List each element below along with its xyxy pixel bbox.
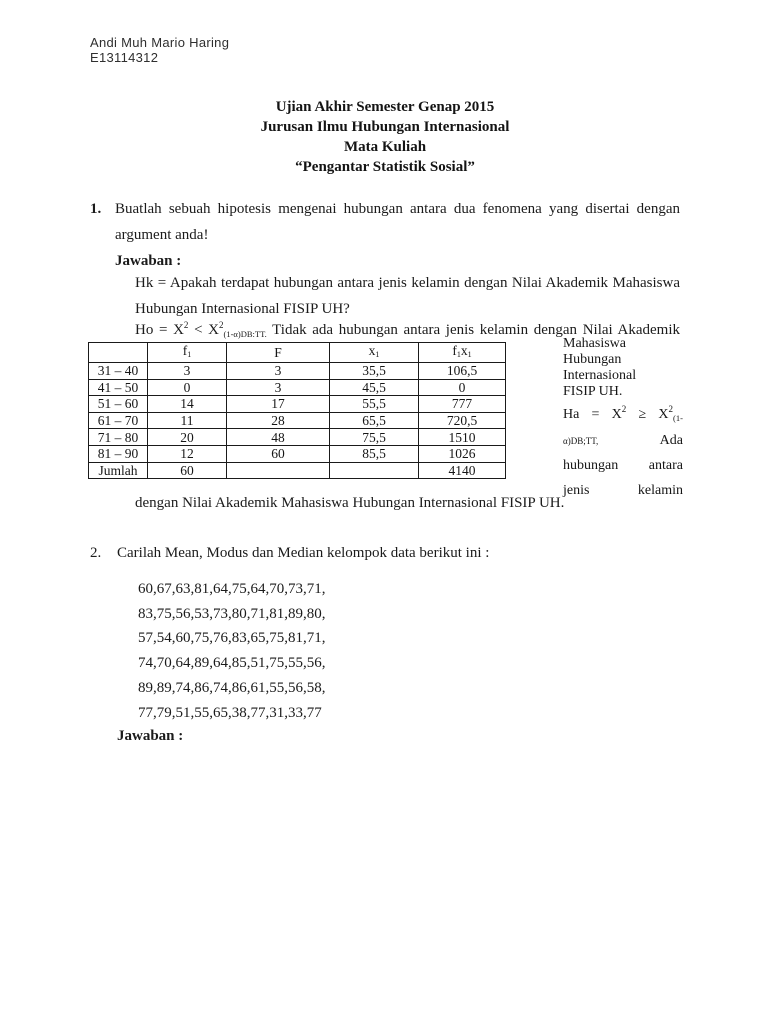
title-line-4: “Pengantar Statistik Sosial”: [295, 159, 475, 175]
ho-lead: Ho = X: [135, 322, 184, 338]
cell-fixi: 106,5: [419, 363, 506, 380]
total-F: [227, 462, 330, 479]
class-interval: 31 – 40: [89, 363, 148, 380]
side-cont-line: FISIP UH.: [563, 384, 623, 399]
ha-formula-line-2: α)DB;TT, Ada: [563, 433, 683, 448]
chi-square-exponent: 2: [668, 404, 674, 414]
chi-square-subscript-cont: α)DB;TT,: [563, 436, 599, 446]
ha-text-line-4: jenis kelamin: [563, 483, 683, 498]
data-line: 74,70,64,89,64,85,51,75,55,56,: [138, 655, 326, 672]
frequency-table: [88, 342, 506, 479]
question-2-text: Carilah Mean, Modus dan Median kelompok data berikut ini :: [117, 545, 490, 561]
cell-xi: 45,5: [330, 379, 419, 396]
chi-square-exponent: 2: [183, 320, 189, 330]
exam-title: [90, 97, 680, 177]
table-row: [89, 445, 506, 462]
cell-fi: 12: [148, 445, 227, 462]
data-line: 60,67,63,81,64,75,64,70,73,71,: [138, 581, 326, 597]
ho-mid: < X: [188, 322, 220, 338]
cell-fi: 3: [148, 363, 227, 380]
table-header-fixi: $f_1x_1$: [419, 343, 506, 363]
table-row: [89, 429, 506, 446]
total-fixi: 4140: [419, 462, 506, 479]
cell-fi: 14: [148, 396, 227, 413]
question-2-number: 2.: [90, 545, 102, 561]
hk-line-2: Hubungan Internasional FISIP UH?: [135, 301, 350, 317]
cell-F: 3: [227, 379, 330, 396]
table-row: [89, 396, 506, 413]
data-line: 57,54,60,75,76,83,65,75,81,71,: [138, 630, 326, 647]
title-line-1: Ujian Akhir Semester Genap 2015: [275, 99, 495, 115]
data-line: 89,89,74,86,74,86,61,55,56,58,: [138, 679, 326, 696]
student-id: E13114312: [90, 50, 159, 65]
question-1-body: [115, 196, 680, 274]
ha-formula-line-1: Ha = $X^2$ ≥ $X^2_{(1-}$: [563, 404, 683, 423]
table-header-F: F: [227, 343, 330, 363]
data-set: [138, 577, 326, 725]
table-row: [89, 363, 506, 380]
answer-label-2: Jawaban :: [117, 728, 184, 744]
table-header-xi: $x_1$: [330, 343, 419, 363]
title-line-3: Mata Kuliah: [343, 139, 427, 155]
title-line-2: Jurusan Ilmu Hubungan Internasional: [260, 119, 510, 135]
chi-square-subscript: (1-: [673, 413, 683, 423]
cell-fixi: 1026: [419, 445, 506, 462]
data-line: 77,79,51,55,65,38,77,31,33,77: [138, 704, 322, 721]
ha-text-line-3: hubungan antara: [563, 458, 683, 473]
table-header-fi: $f_1$: [148, 343, 227, 363]
cell-fi: 0: [148, 379, 227, 396]
class-interval: 41 – 50: [89, 379, 148, 396]
class-interval: 81 – 90: [89, 445, 148, 462]
author-header: [90, 35, 229, 65]
hk-hypothesis: [135, 270, 680, 322]
question-1-number: 1.: [90, 201, 102, 217]
chi-square-subscript: (1-α)DB:TT.: [223, 329, 267, 339]
cell-xi: 75,5: [330, 429, 419, 446]
side-cont-line: Internasional: [563, 368, 637, 383]
ha-closing-line: dengan Nilai Akademik Mahasiswa Hubungan Internasional FISIP UH.: [135, 495, 565, 511]
cell-fixi: 720,5: [419, 412, 506, 429]
class-interval: 71 – 80: [89, 429, 148, 446]
total-fi: 60: [148, 462, 227, 479]
cell-F: 60: [227, 445, 330, 462]
total-xi: [330, 462, 419, 479]
table-total-row: [89, 462, 506, 479]
side-cont-line: Mahasiswa: [563, 336, 626, 351]
cell-xi: 35,5: [330, 363, 419, 380]
cell-F: 3: [227, 363, 330, 380]
total-label: Jumlah: [89, 462, 148, 479]
chi-square-exponent: 2: [621, 404, 627, 414]
class-interval: 61 – 70: [89, 412, 148, 429]
table-row: [89, 379, 506, 396]
class-interval: 51 – 60: [89, 396, 148, 413]
cell-fixi: 1510: [419, 429, 506, 446]
question-1-text-line-1: Buatlah sebuah hipotesis mengenai hubungan antara dua fenomena yang disertai dengan: [115, 201, 680, 217]
cell-F: 48: [227, 429, 330, 446]
cell-F: 28: [227, 412, 330, 429]
ho-rest: Tidak ada hubungan antara jenis kelamin dengan Nilai Akademik: [266, 322, 680, 338]
cell-fixi: 0: [419, 379, 506, 396]
table-header-empty: [89, 343, 148, 363]
cell-xi: 65,5: [330, 412, 419, 429]
chi-square-exponent: 2: [219, 320, 224, 330]
cell-xi: 85,5: [330, 445, 419, 462]
cell-xi: 55,5: [330, 396, 419, 413]
side-column: [563, 336, 683, 502]
author-name: Andi Muh Mario Haring: [90, 35, 230, 50]
hk-line-1: Hk = Apakah terdapat hubungan antara jenis kelamin dengan Nilai Akademik Mahasiswa: [135, 275, 680, 291]
answer-label-1: Jawaban :: [115, 253, 182, 269]
table-row: [89, 412, 506, 429]
question-1: [90, 196, 680, 274]
question-2: [90, 545, 680, 562]
cell-fi: 11: [148, 412, 227, 429]
cell-F: 17: [227, 396, 330, 413]
side-cont-line: Hubungan: [563, 352, 622, 367]
question-1-text-line-2: argument anda!: [115, 227, 209, 243]
cell-fi: 20: [148, 429, 227, 446]
gte-symbol: ≥: [638, 407, 647, 422]
cell-fixi: 777: [419, 396, 506, 413]
data-line: 83,75,56,53,73,80,71,81,89,80,: [138, 605, 326, 622]
table-header-row: [89, 343, 506, 363]
